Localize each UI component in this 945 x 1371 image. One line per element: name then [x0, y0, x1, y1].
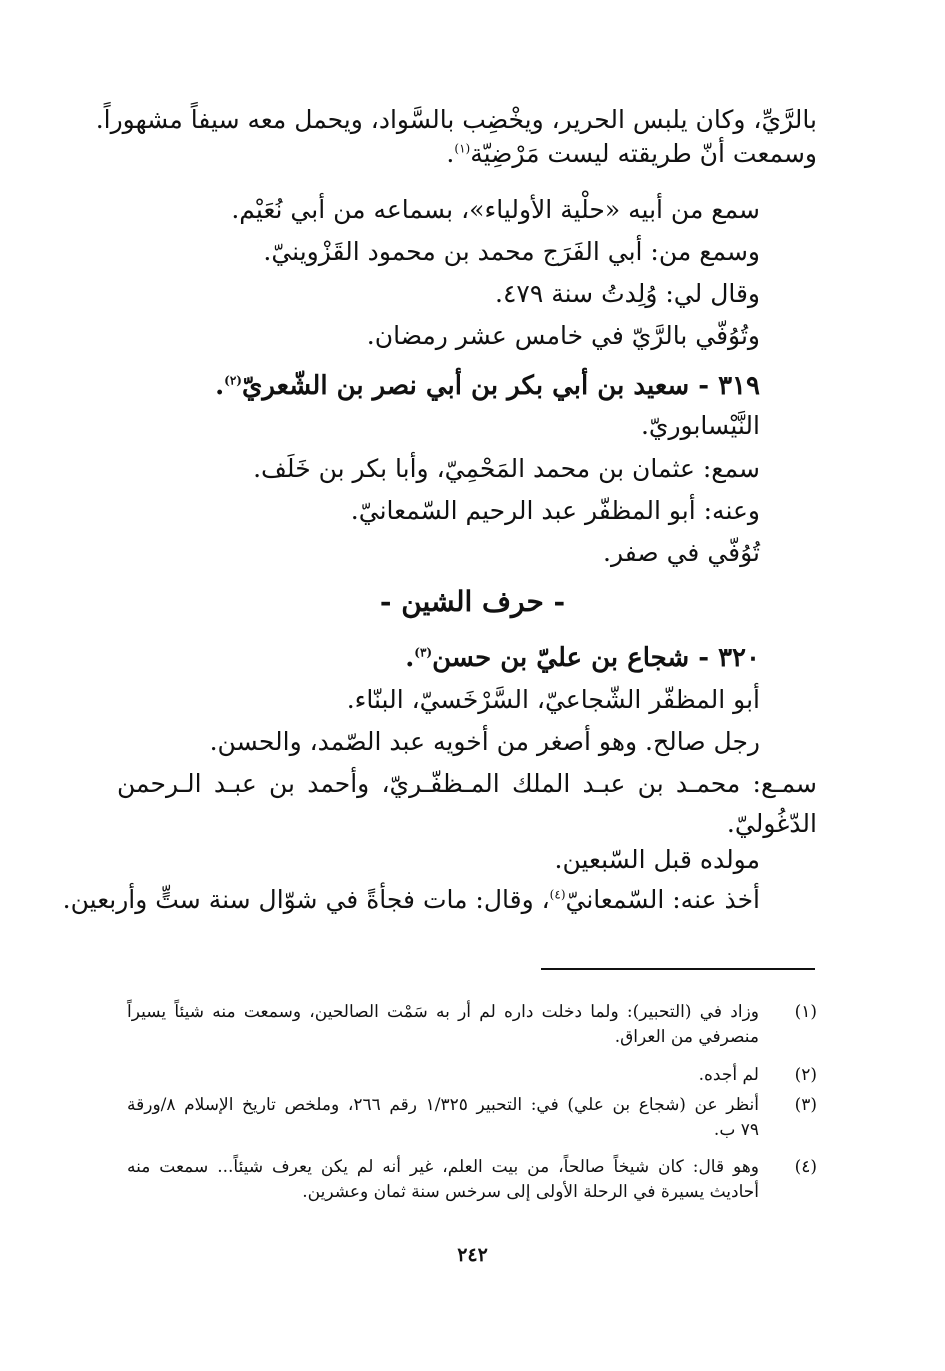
footnote-2	[127, 1063, 817, 1088]
entry-320-heard-cont: الدّغُوليّ.	[726, 809, 817, 838]
footnote-2-number: (٢)	[794, 1065, 817, 1085]
entry-320-title-text: ٣٢٠ - شجاع بن عليّ بن حسن	[432, 643, 760, 673]
footnote-4-number: (٤)	[794, 1157, 817, 1177]
footnote-3-number: (٣)	[794, 1095, 817, 1115]
footnote-4-line-2: أحاديث يسيرة في الرحلة الأولى إلى سرخس سنة ثمان وعشرين.	[302, 1182, 759, 1202]
footnote-3-text	[127, 1093, 759, 1143]
intro-line-1: بالرَّيِّ، وكان يلبس الحرير، ويخْضِب بالسَّواد، ويحمل معه سيفاً مشهوراً.	[95, 105, 817, 134]
entry-319-line-1: النَّيْسابوريّ.	[640, 411, 760, 440]
footnote-3-line-1: أنظر عن (شجاع بن علي) في: التحبير ١/٣٢٥ رقم ٢٦٦، وملخص تاريخ الإسلام ٨/ورقة	[127, 1095, 760, 1115]
footnote-4	[127, 1155, 817, 1205]
footnote-4-text	[127, 1155, 759, 1205]
intro-line-2-end: .	[446, 139, 455, 168]
footnote-1-text	[127, 1000, 759, 1050]
footnote-separator	[541, 968, 815, 970]
footnote-ref-3[interactable]: (٣)	[414, 645, 433, 660]
intro-line-2	[446, 134, 817, 174]
intro-line-2-text: وسمعت أنّ طريقته ليست مَرْضِيّة	[470, 139, 817, 168]
entry-319-line-2: سمع: عثمان بن محمد المَحْمِيّ، وأبا بكر بن خَلَف.	[253, 454, 760, 483]
detail-line-3: وقال لي: وُلِدتُ سنة ٤٧٩.	[495, 279, 760, 308]
entry-320-birth: مولده قبل السّبعين.	[554, 845, 760, 874]
entry-320-title-end: .	[405, 643, 415, 673]
detail-line-1: سمع من أبيه «حلْية الأولياء»، بسماعه من أبي نُعَيْم.	[231, 195, 760, 224]
entry-320-taken-pre: أخذ عنه: السّمعانيّ	[565, 885, 760, 914]
entry-319-line-3: وعنه: أبو المظفّر عبد الرحيم السّمعانيّ.	[350, 496, 760, 525]
footnote-1-line-1: وزاد في (التحبير): ولما دخلت داره لم أر به سَمْت الصالحين، وسمعت منه شيئاً يسيراً	[127, 1002, 759, 1022]
entry-319-title-text: ٣١٩ - سعيد بن أبي بكر بن أبي نصر بن الشّعريّ	[241, 371, 760, 401]
footnote-ref-1[interactable]: (١)	[454, 141, 471, 156]
entry-320-heard-line: سمـع: محمـد بن عبـد الملك المـظفّـريّ، وأحمد بن عبـد الـرحمن	[117, 769, 817, 798]
footnote-4-line-1: وهو قال: كان شيخاً صالحاً، من بيت العلم، غير أنه لم يكن يعرف شيئاً... سمعت منه	[127, 1157, 759, 1177]
section-heading: - حرف الشين -	[379, 585, 566, 618]
entry-320-taken-post: ، وقال: مات فجأةً في شوّال سنة ستٍّ وأربعين.	[62, 885, 550, 914]
entry-320-line-2: رجل صالح. وهو أصغر من أخويه عبد الصّمد، والحسن.	[209, 727, 760, 756]
footnote-ref-4[interactable]: (٤)	[549, 887, 566, 902]
detail-line-4: وتُوُفّي بالرَّيّ في خامس عشر رمضان.	[366, 321, 760, 350]
entry-320-line-1: أبو المظفّر الشّجاعيّ، السَّرْخَسيّ، البنّاء.	[346, 685, 760, 714]
entry-319-title-end: .	[215, 371, 225, 401]
detail-line-2: وسمع من: أبي الفَرَج محمد بن محمود القَزْوينيّ.	[263, 237, 760, 266]
footnote-ref-2[interactable]: (٢)	[224, 373, 242, 388]
entry-319-line-4: تُوُفّي في صفر.	[603, 538, 760, 567]
footnote-2-text	[127, 1063, 759, 1088]
footnote-1-number: (١)	[794, 1002, 817, 1022]
entry-319-title	[215, 366, 760, 406]
entry-320-taken	[63, 880, 760, 920]
entry-320-title	[405, 638, 760, 678]
footnote-2-line-1: لم أجده.	[698, 1065, 759, 1085]
footnote-1-line-2: منصرفي من العراق.	[614, 1027, 759, 1047]
footnote-3-line-2: ٧٩ ب.	[713, 1120, 759, 1140]
footnote-3	[127, 1093, 817, 1143]
footnote-1	[127, 1000, 817, 1050]
page-number: ٢٤٢	[457, 1244, 488, 1266]
